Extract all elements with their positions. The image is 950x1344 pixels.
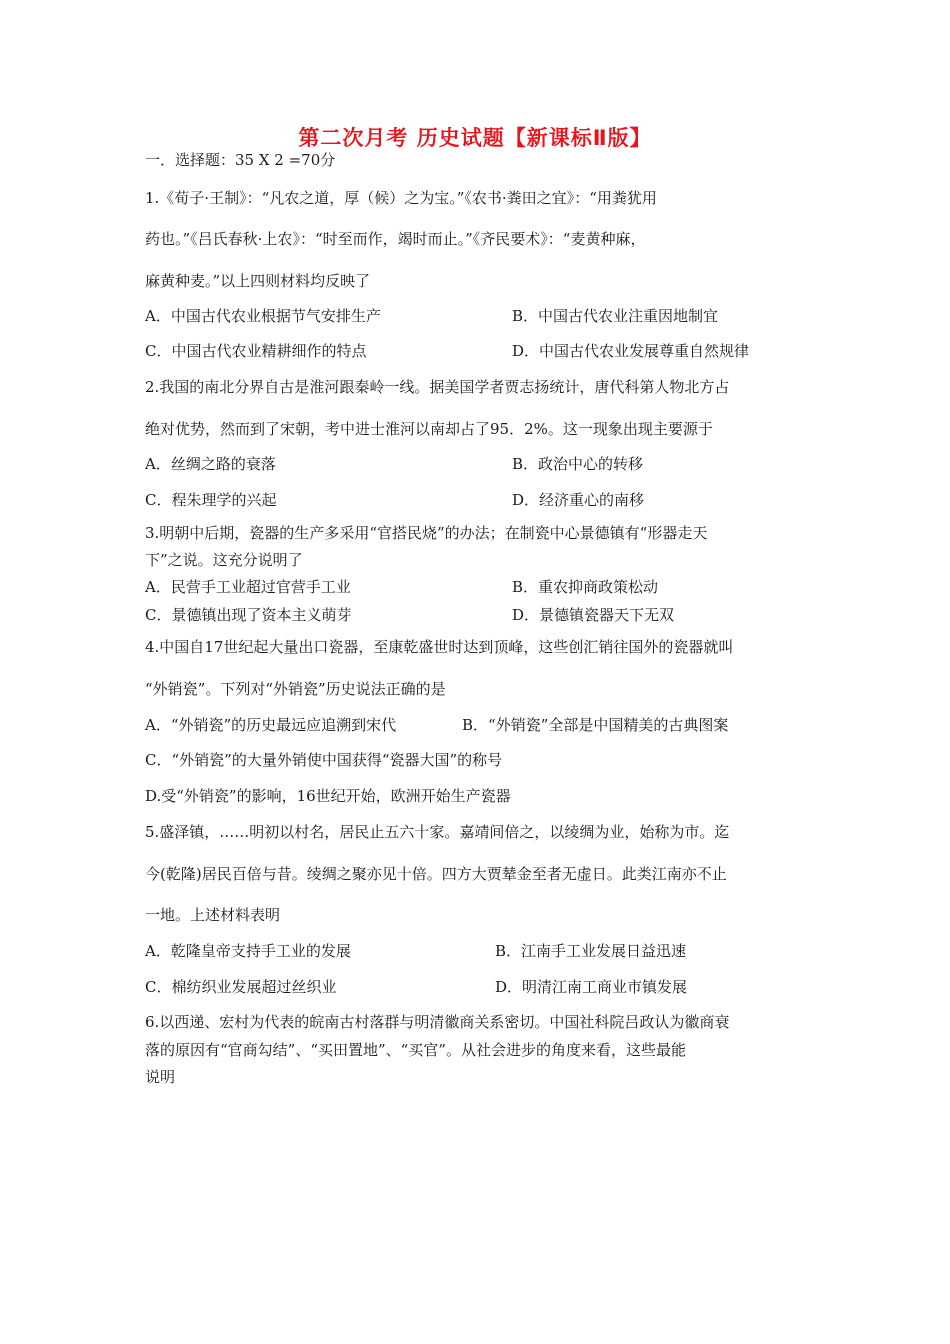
question-4-line-2: “外销瓷”。下列对“外销瓷”历史说法正确的是	[145, 680, 446, 698]
question-3-option-d: D．景德镇瓷器天下无双	[512, 606, 675, 624]
question-4-option-a: A．“外销瓷”的历史最远应追溯到宋代	[145, 716, 397, 734]
question-2-line-1: 2.我国的南北分界自古是淮河跟秦岭一线。据美国学者贾志扬统计，唐代科第人物北方占	[145, 378, 730, 396]
question-1-line-3: 麻黄种麦。”以上四则材料均反映了	[145, 272, 371, 290]
page-title: 第二次月考 历史试题【新课标Ⅱ版】	[298, 126, 652, 150]
question-5-line-3: 一地。上述材料表明	[145, 906, 281, 924]
question-5-option-a: A．乾隆皇帝支持手工业的发展	[145, 942, 351, 960]
question-3-line-1: 3.明朝中后期，瓷器的生产多采用“官搭民烧”的办法；在制瓷中心景德镇有“形器走天	[145, 524, 708, 542]
question-4-option-d: D.受“外销瓷”的影响，16世纪开始，欧洲开始生产瓷器	[145, 787, 511, 805]
question-3-line-2: 下”之说。这充分说明了	[145, 551, 303, 569]
question-4-line-1: 4.中国自17世纪起大量出口瓷器，至康乾盛世时达到顶峰，这些创汇销往国外的瓷器就叫	[145, 638, 734, 656]
question-2-line-2: 绝对优势，然而到了宋朝，考中进士淮河以南却占了95．2%。这一现象出现主要源于	[145, 420, 713, 438]
question-1-option-b: B．中国古代农业注重因地制宜	[512, 307, 719, 325]
section-heading: 一．选择题：35 X 2 =70分	[145, 151, 336, 169]
question-1-option-c: C．中国古代农业精耕细作的特点	[145, 342, 367, 360]
question-1-line-1: 1.《荀子·王制》：“凡农之道，厚（候）之为宝。”《农书·粪田之宜》：“用粪犹用	[145, 189, 657, 207]
question-2-option-c: C．程朱理学的兴起	[145, 491, 277, 509]
question-3-option-a: A．民营手工业超过官营手工业	[145, 578, 351, 596]
question-4-option-c: C．“外销瓷”的大量外销使中国获得“瓷器大国”的称号	[145, 751, 503, 769]
question-6-line-1: 6.以西递、宏村为代表的皖南古村落群与明清徽商关系密切。中国社科院吕政认为徽商衰	[145, 1013, 730, 1031]
question-5-option-d: D．明清江南工商业市镇发展	[495, 978, 688, 996]
question-2-option-a: A．丝绸之路的衰落	[145, 455, 276, 473]
question-2-option-d: D．经济重心的南移	[512, 491, 645, 509]
question-6-line-2: 落的原因有“官商勾结”、“买田置地”、“买官”。从社会进步的角度来看，这些最能	[145, 1041, 687, 1059]
question-1-line-2: 药也。”《吕氏春秋·上农》：“时至而作，竭时而止。”《齐民要术》：“麦黄种麻，	[145, 230, 646, 248]
question-6-line-3: 说明	[145, 1068, 176, 1086]
question-5-option-c: C．棉纺织业发展超过丝织业	[145, 978, 337, 996]
question-3-option-c: C．景德镇出现了资本主义萌芽	[145, 606, 352, 624]
question-1-option-a: A．中国古代农业根据节气安排生产	[145, 307, 381, 325]
question-5-line-2: 今(乾隆)居民百倍与昔。绫绸之聚亦见十倍。四方大贾辇金至者无虚日。此类江南亦不止	[145, 865, 727, 883]
question-5-line-1: 5.盛泽镇，……明初以村名，居民止五六十家。嘉靖间倍之，以绫绸为业，始称为市。迄	[145, 823, 730, 841]
question-3-option-b: B．重农抑商政策松动	[512, 578, 659, 596]
question-5-option-b: B．江南手工业发展日益迅速	[495, 942, 687, 960]
question-4-option-b: B．“外销瓷”全部是中国精美的古典图案	[462, 716, 729, 734]
question-2-option-b: B．政治中心的转移	[512, 455, 644, 473]
question-1-option-d: D．中国古代农业发展尊重自然规律	[512, 342, 750, 360]
